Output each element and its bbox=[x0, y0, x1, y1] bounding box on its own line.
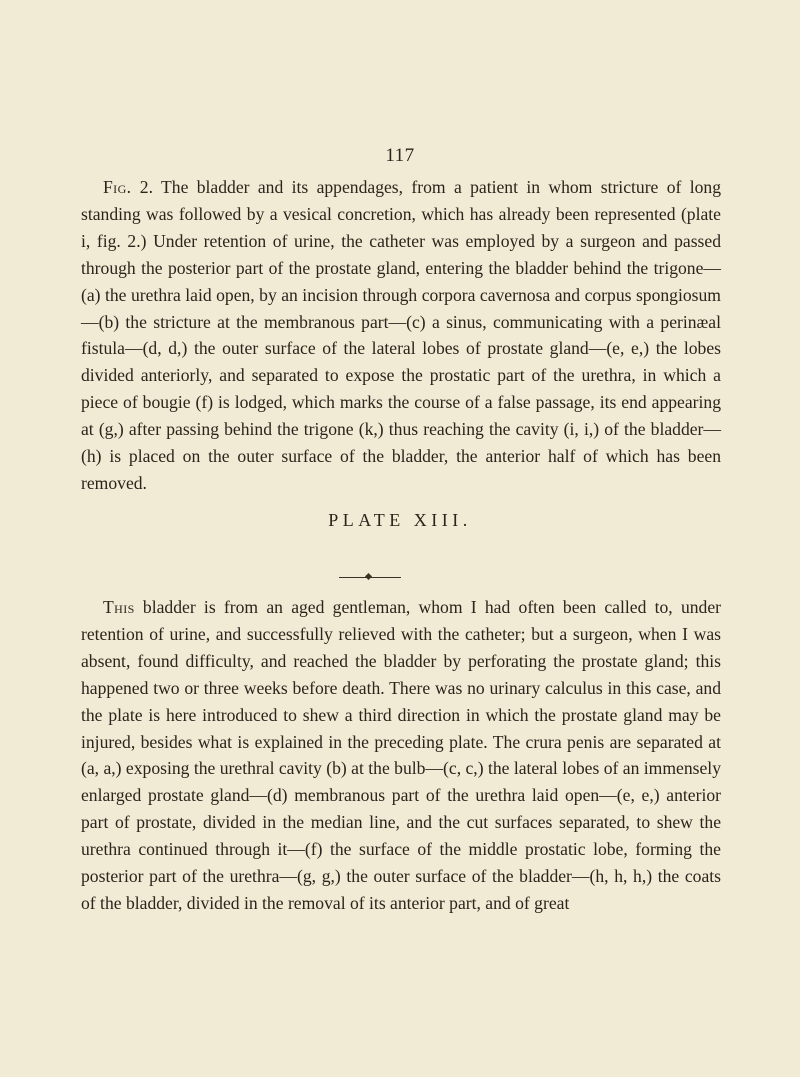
figure-caption bbox=[81, 174, 721, 497]
caption-paragraph bbox=[81, 174, 721, 497]
body-paragraph bbox=[81, 594, 721, 917]
body-lead-word: This bbox=[103, 597, 135, 617]
caption-text: 2. The bladder and its appendages, from a patient in whom stricture of long standing was followed by a vesical concretion, which has already been represented (plate i, fig. 2.) Under retention of urine, the catheter was employed by a surgeon and passed through the posterior part of the prostate gland, entering the bladder behind the trigone—(a) the urethra laid open, by an incision through corpora cavernosa and corpus spongiosum—(b) the stricture at the membranous part—(c) a sinus, communicating with a perinæal fistula—(d, d,) the outer surface of the lateral lobes of prostate gland—(e, e,) the lobes divided anteriorly, and separated to expose the prostatic part of the urethra, in which a piece of bougie (f) is lodged, which marks the course of a false passage, its end appearing at (g,) after passing behind the trigone (k,) thus reaching the cavity (i, i,) of the bladder—(h) is placed on the outer surface of the bladder, the anterior half of which has been removed. bbox=[81, 177, 721, 493]
body-text bbox=[81, 594, 721, 917]
diamond-ornament-icon bbox=[365, 573, 372, 580]
caption-label: Fig. bbox=[103, 177, 132, 197]
page-number: 117 bbox=[385, 145, 415, 166]
ornamental-divider bbox=[339, 573, 401, 582]
body-paragraph-text: bladder is from an aged gentleman, whom I had often been called to, under retention of urine, and successfully relieved with the catheter; but a surgeon, when I was absent, found difficulty, and reached the bladder by perforating the prostate gland; this happened two or three weeks before death. There was no urinary calculus in this case, and the plate is here introduced to shew a third direction in which the prostate gland may be injured, besides what is explained in the preceding plate. The crura penis are separated at (a, a,) exposing the urethral cavity (b) at the bulb—(c, c,) the lateral lobes of an immensely enlarged prostate gland—(d) membranous part of the urethra laid open—(e, e,) anterior part of prostate, divided in the median line, and the cut surfaces separated, to shew the urethra continued through it—(f) the surface of the middle prostatic lobe, forming the posterior part of the urethra—(g, g,) the outer surface of the bladder—(h, h, h,) the coats of the bladder, divided in the removal of its anterior part, and of great bbox=[81, 597, 721, 913]
plate-heading: PLATE XIII. bbox=[328, 510, 472, 530]
